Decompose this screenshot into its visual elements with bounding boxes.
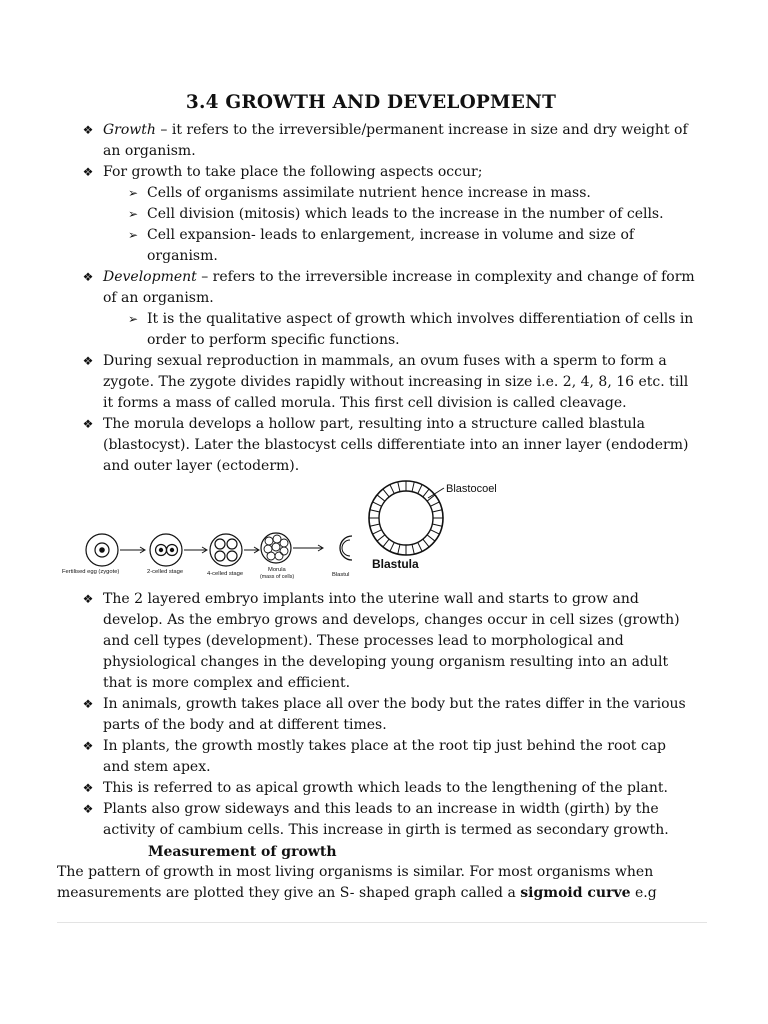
label-zygote: Fertilised egg (zygote) xyxy=(62,569,120,575)
bullet-text: Plants also grow sideways and this leads to an increase in width (girth) by the xyxy=(103,801,659,817)
bullet-text: develop. As the embryo grows and develops, changes occur in cell sizes (growth) xyxy=(103,612,680,628)
bullet-text: The morula develops a hollow part, resulting into a structure called blastula xyxy=(103,416,646,432)
arrow-bullet-icon: ➢ xyxy=(127,312,139,326)
bullet-growth xyxy=(103,120,688,141)
bullet-text: physiological changes in the developing young organism resulting into an adult xyxy=(103,654,669,670)
blastula-cell-wall xyxy=(377,495,385,501)
term-growth: Growth xyxy=(103,122,156,138)
blastula-cell-wall xyxy=(430,502,439,506)
blastula-cell-wall xyxy=(383,489,389,497)
bullet-text: and outer layer (ectoderm). xyxy=(103,458,300,474)
blastula-cell-wall xyxy=(412,544,414,554)
blastula-cell-wall xyxy=(418,542,422,551)
blastula-cell-wall xyxy=(377,535,385,541)
embryo-development-diagram xyxy=(60,478,520,588)
bullet-text: that is more complex and efficient. xyxy=(103,675,351,691)
bullet-text: In plants, the growth mostly takes place at the root tip just behind the root cap xyxy=(103,738,667,754)
blastula-cell-wall xyxy=(430,530,439,534)
blastula-cell-wall xyxy=(432,524,442,526)
paragraph-line xyxy=(57,883,657,904)
arrow-bullet-icon: ➢ xyxy=(127,207,139,221)
sub-bullet-text: Cell expansion- leads to enlargement, increase in volume and size of xyxy=(147,227,635,243)
bullet-text: zygote. The zygote divides rapidly without increasing in size i.e. 2, 4, 8, 16 etc. till xyxy=(103,374,689,390)
arrow-bullet-icon: ➢ xyxy=(127,228,139,242)
blastula-outer xyxy=(369,481,443,555)
label-four-cell: 4-celled stage xyxy=(207,571,244,577)
section-heading: Measurement of growth xyxy=(148,844,337,860)
sub-bullet-text: It is the qualitative aspect of growth which involves differentiation of cells in xyxy=(147,311,694,327)
bullet-text: – refers to the irreversible increase in complexity and change of form xyxy=(196,269,695,285)
diamond-bullet-icon: ❖ xyxy=(82,781,94,795)
blastula-cell-wall xyxy=(418,485,422,494)
four-cell-shape xyxy=(210,534,242,566)
label-morula-desc: (mass of cells) xyxy=(260,574,295,580)
bullet-text: In animals, growth takes place all over the body but the rates differ in the various xyxy=(103,696,686,712)
paragraph-line: The pattern of growth in most living organisms is similar. For most organisms when xyxy=(57,864,654,880)
label-two-cell: 2-celled stage xyxy=(147,569,184,575)
bullet-text: – it refers to the irreversible/permanent increase in size and dry weight of xyxy=(155,122,688,138)
term-development: Development xyxy=(103,269,197,285)
blastula-cell-wall xyxy=(370,524,380,526)
diamond-bullet-icon: ❖ xyxy=(82,270,94,284)
blastula-inner xyxy=(379,491,433,545)
blastula-cell-wall xyxy=(398,544,400,554)
diamond-bullet-icon: ❖ xyxy=(82,165,94,179)
bullet-aspects: For growth to take place the following aspects occur; xyxy=(103,164,483,180)
blastula-cell-wall xyxy=(427,535,435,541)
blastula-cell-wall xyxy=(390,485,394,494)
bullet-text: (blastocyst). Later the blastocyst cells differentiate into an inner layer (endoderm) xyxy=(103,437,689,453)
diamond-bullet-icon: ❖ xyxy=(82,592,94,606)
blastula-cell-wall xyxy=(383,539,389,547)
paragraph-text: measurements are plotted they give an S- shaped graph called a xyxy=(57,885,521,901)
bullet-text: and cell types (development). These processes lead to morphological and xyxy=(103,633,624,649)
arrow-bullet-icon: ➢ xyxy=(127,186,139,200)
bullet-text: parts of the body and at different times. xyxy=(103,717,387,733)
blastula-cell-wall xyxy=(390,542,394,551)
blastula-cell-wall xyxy=(373,530,382,534)
sub-bullet-text: organism. xyxy=(147,248,218,264)
page-divider xyxy=(57,922,707,923)
diamond-bullet-icon: ❖ xyxy=(82,697,94,711)
diamond-bullet-icon: ❖ xyxy=(82,802,94,816)
bullet-text: During sexual reproduction in mammals, an ovum fuses with a sperm to form a xyxy=(103,353,667,369)
term-sigmoid-curve: sigmoid curve xyxy=(520,885,631,901)
blastula-cell-wall xyxy=(398,482,400,492)
blastula-cell-wall xyxy=(412,482,414,492)
diamond-bullet-icon: ❖ xyxy=(82,123,94,137)
bullet-text: activity of cambium cells. This increase in girth is termed as secondary growth. xyxy=(103,822,669,838)
bullet-text: it forms a mass of called morula. This first cell division is called cleavage. xyxy=(103,395,627,411)
bullet-development xyxy=(103,267,695,288)
bullet-text: of an organism. xyxy=(103,290,214,306)
label-blastul: Blastul xyxy=(332,572,350,578)
paragraph-text: e.g xyxy=(630,885,657,901)
blastula-cell-wall xyxy=(373,502,382,506)
sub-bullet-text: Cells of organisms assimilate nutrient hence increase in mass. xyxy=(147,185,591,201)
bullet-text: The 2 layered embryo implants into the uterine wall and starts to grow and xyxy=(103,591,639,607)
bullet-text: This is referred to as apical growth which leads to the lengthening of the plant. xyxy=(103,780,668,796)
diamond-bullet-icon: ❖ xyxy=(82,417,94,431)
bullet-text: and stem apex. xyxy=(103,759,211,775)
diamond-bullet-icon: ❖ xyxy=(82,739,94,753)
label-blastocoel: Blastocoel xyxy=(446,483,497,495)
label-blastula: Blastula xyxy=(372,557,419,571)
blastula-cell-wall xyxy=(370,510,380,512)
label-morula: Morula xyxy=(268,567,286,573)
sub-bullet-text: Cell division (mitosis) which leads to the increase in the number of cells. xyxy=(147,206,664,222)
page-title: 3.4 GROWTH AND DEVELOPMENT xyxy=(185,92,557,113)
diamond-bullet-icon: ❖ xyxy=(82,354,94,368)
bullet-text: an organism. xyxy=(103,143,196,159)
blastula-cell-wall xyxy=(432,510,442,512)
sub-bullet-text: order to perform specific functions. xyxy=(147,332,400,348)
blastula-cell-wall xyxy=(423,489,429,497)
blastula-cell-wall xyxy=(423,539,429,547)
